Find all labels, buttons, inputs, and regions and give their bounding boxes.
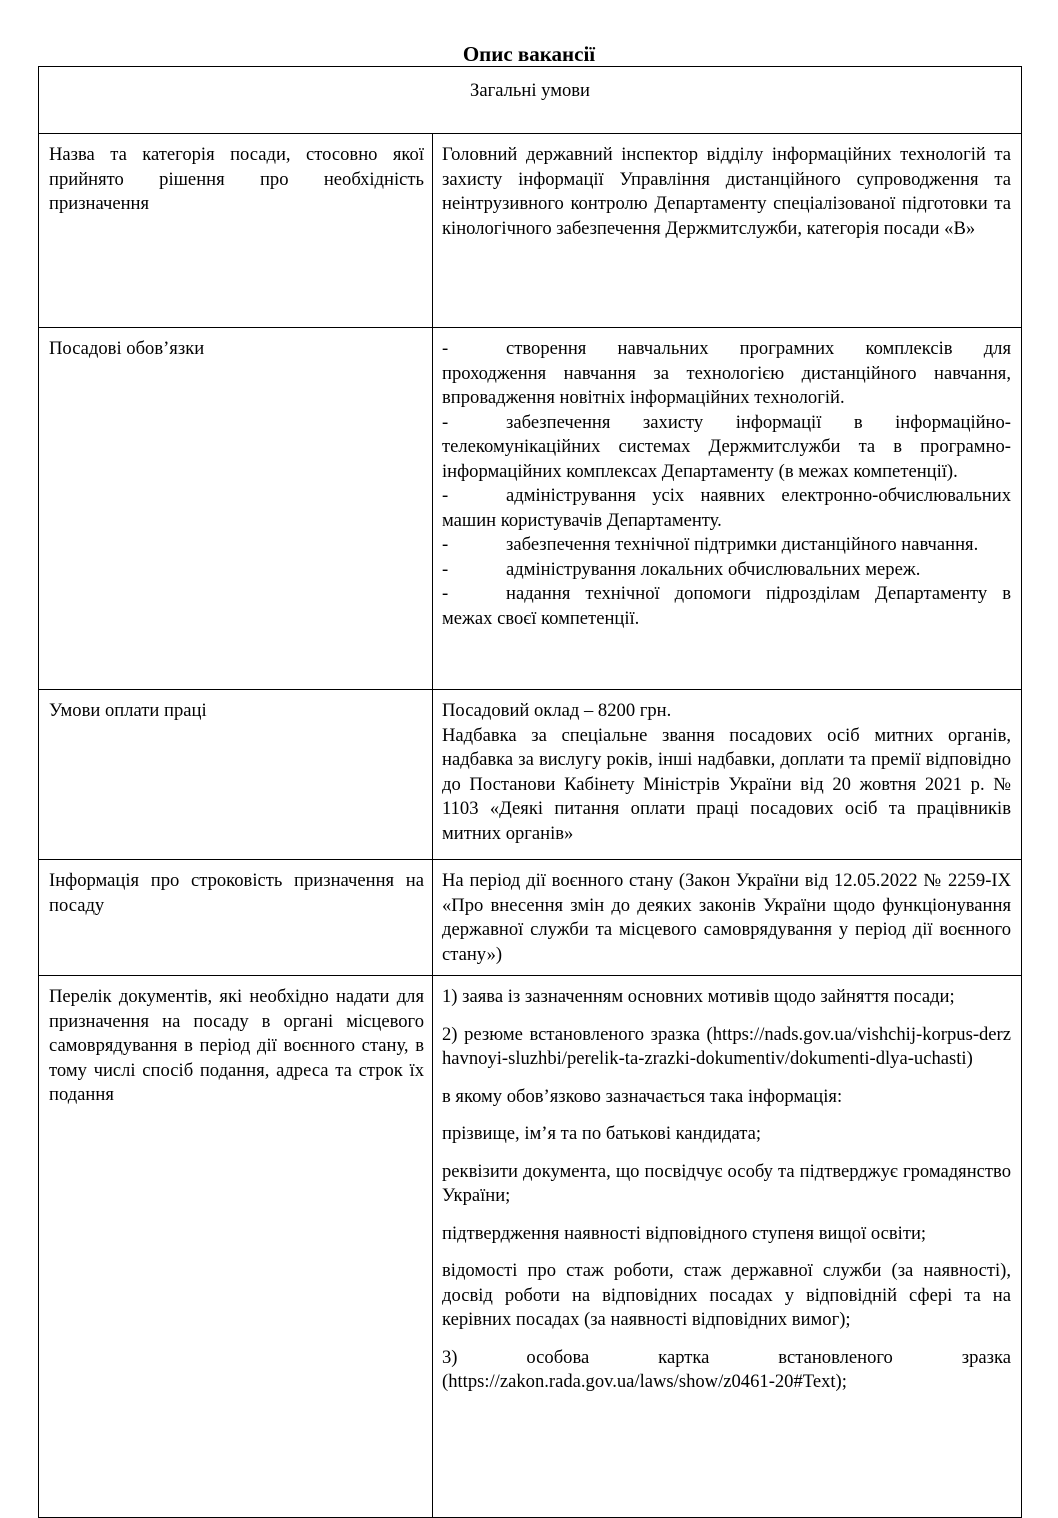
list-item: 2) резюме встановленого зразка (https://nads.gov.ua/vishchij-korpus-derzhavnoyi-sluzhbi/perelik-ta-zrazki-dokumentiv/dokumenti-dlya-uchasti) xyxy=(442,1023,1012,1069)
table-row xyxy=(39,690,1022,860)
table-row xyxy=(39,328,1022,690)
row-value: На період дії воєнного стану (Закон України від 12.05.2022 № 2259-IX «Про внесення змін до деяких законів України щодо функціонування державної служби та місцевого самоврядування у період дії воєнного стану») xyxy=(433,860,1022,976)
list-item: 1) заява із зазначенням основних мотивів щодо зайняття посади; xyxy=(442,986,955,1007)
list-item: - забезпечення захисту інформації в інформаційно-телекомунікаційних системах Держмитслужби та в програмно-інформаційних комплексах Департаменту (в межах компетенції). xyxy=(442,411,1012,482)
row-label: Назва та категорія посади, стосовно якої прийнято рішення про необхідність призначення xyxy=(39,134,433,328)
list-item: - адміністрування локальних обчислювальних мереж. xyxy=(442,558,921,580)
list-item: - надання технічної допомоги підрозділам Департаменту в межах своєї компетенції. xyxy=(442,583,1012,629)
list-item: 3) особова картка встановленого зразка (https://zakon.rada.gov.ua/laws/show/z0461-20#Text); xyxy=(442,1346,1012,1392)
list-item: - адміністрування усіх наявних електронно-обчислювальних машин користувачів Департаменту. xyxy=(442,485,1012,531)
table-row xyxy=(39,134,1022,328)
table-row xyxy=(39,976,1022,1518)
row-value: Головний державний інспектор відділу інформаційних технологій та захисту інформації Управління дистанційного супроводження та неінтрузивного контролю Департаменту спеціалізованої підготовки та кінологічного забезпечення Держмитслужби, категорія посади «В» xyxy=(433,134,1022,328)
allowances-text: Надбавка за спеціальне звання посадових осіб митних органів, надбавка за вислугу років, інші надбавки, доплати та премії відповідно до Постанови Кабінету Міністрів України від 20 жовтня 2021 р. № 1103 «Деякі питання оплати праці посадових осіб та працівників митних органів» xyxy=(442,724,1012,844)
documents-list xyxy=(433,976,1022,1518)
section-header: Загальні умови xyxy=(39,67,1022,134)
list-item: в якому обов’язково зазначається така інформація: xyxy=(442,1085,843,1107)
vacancy-table xyxy=(38,66,1022,1518)
table-row xyxy=(39,860,1022,976)
list-item: реквізити документа, що посвідчує особу та підтверджує громадянство України; xyxy=(442,1160,1012,1206)
table-header-row xyxy=(39,67,1022,134)
row-label: Інформація про строковість призначення на посаду xyxy=(39,860,433,976)
row-label: Умови оплати праці xyxy=(39,690,433,860)
page-title: Опис вакансії xyxy=(462,42,596,66)
row-value xyxy=(433,690,1022,860)
list-item: - створення навчальних програмних комплексів для проходження навчання за технологією дистанційного навчання, впровадження новітніх інформаційних технологій. xyxy=(442,338,1012,408)
list-item: прізвище, ім’я та по батькові кандидата; xyxy=(442,1123,762,1144)
list-item: підтвердження наявності відповідного ступеня вищої освіти; xyxy=(442,1222,927,1244)
list-item: - забезпечення технічної підтримки дистанційного навчання. xyxy=(442,534,979,555)
list-item: відомості про стаж роботи, стаж державної служби (за наявності), досвід роботи на відповідних посадах у відповідній сфері та на керівних посадах (за наявності відповідних вимог); xyxy=(442,1260,1012,1330)
salary-line: Посадовий оклад – 8200 грн. xyxy=(442,700,672,721)
row-label: Посадові обов’язки xyxy=(39,328,433,690)
duties-list xyxy=(433,328,1022,690)
row-label: Перелік документів, які необхідно надати для призначення на посаду в органі місцевого самоврядування в період дії воєнного стану, в тому числі спосіб подання, адреса та строк їх подання xyxy=(39,976,433,1518)
